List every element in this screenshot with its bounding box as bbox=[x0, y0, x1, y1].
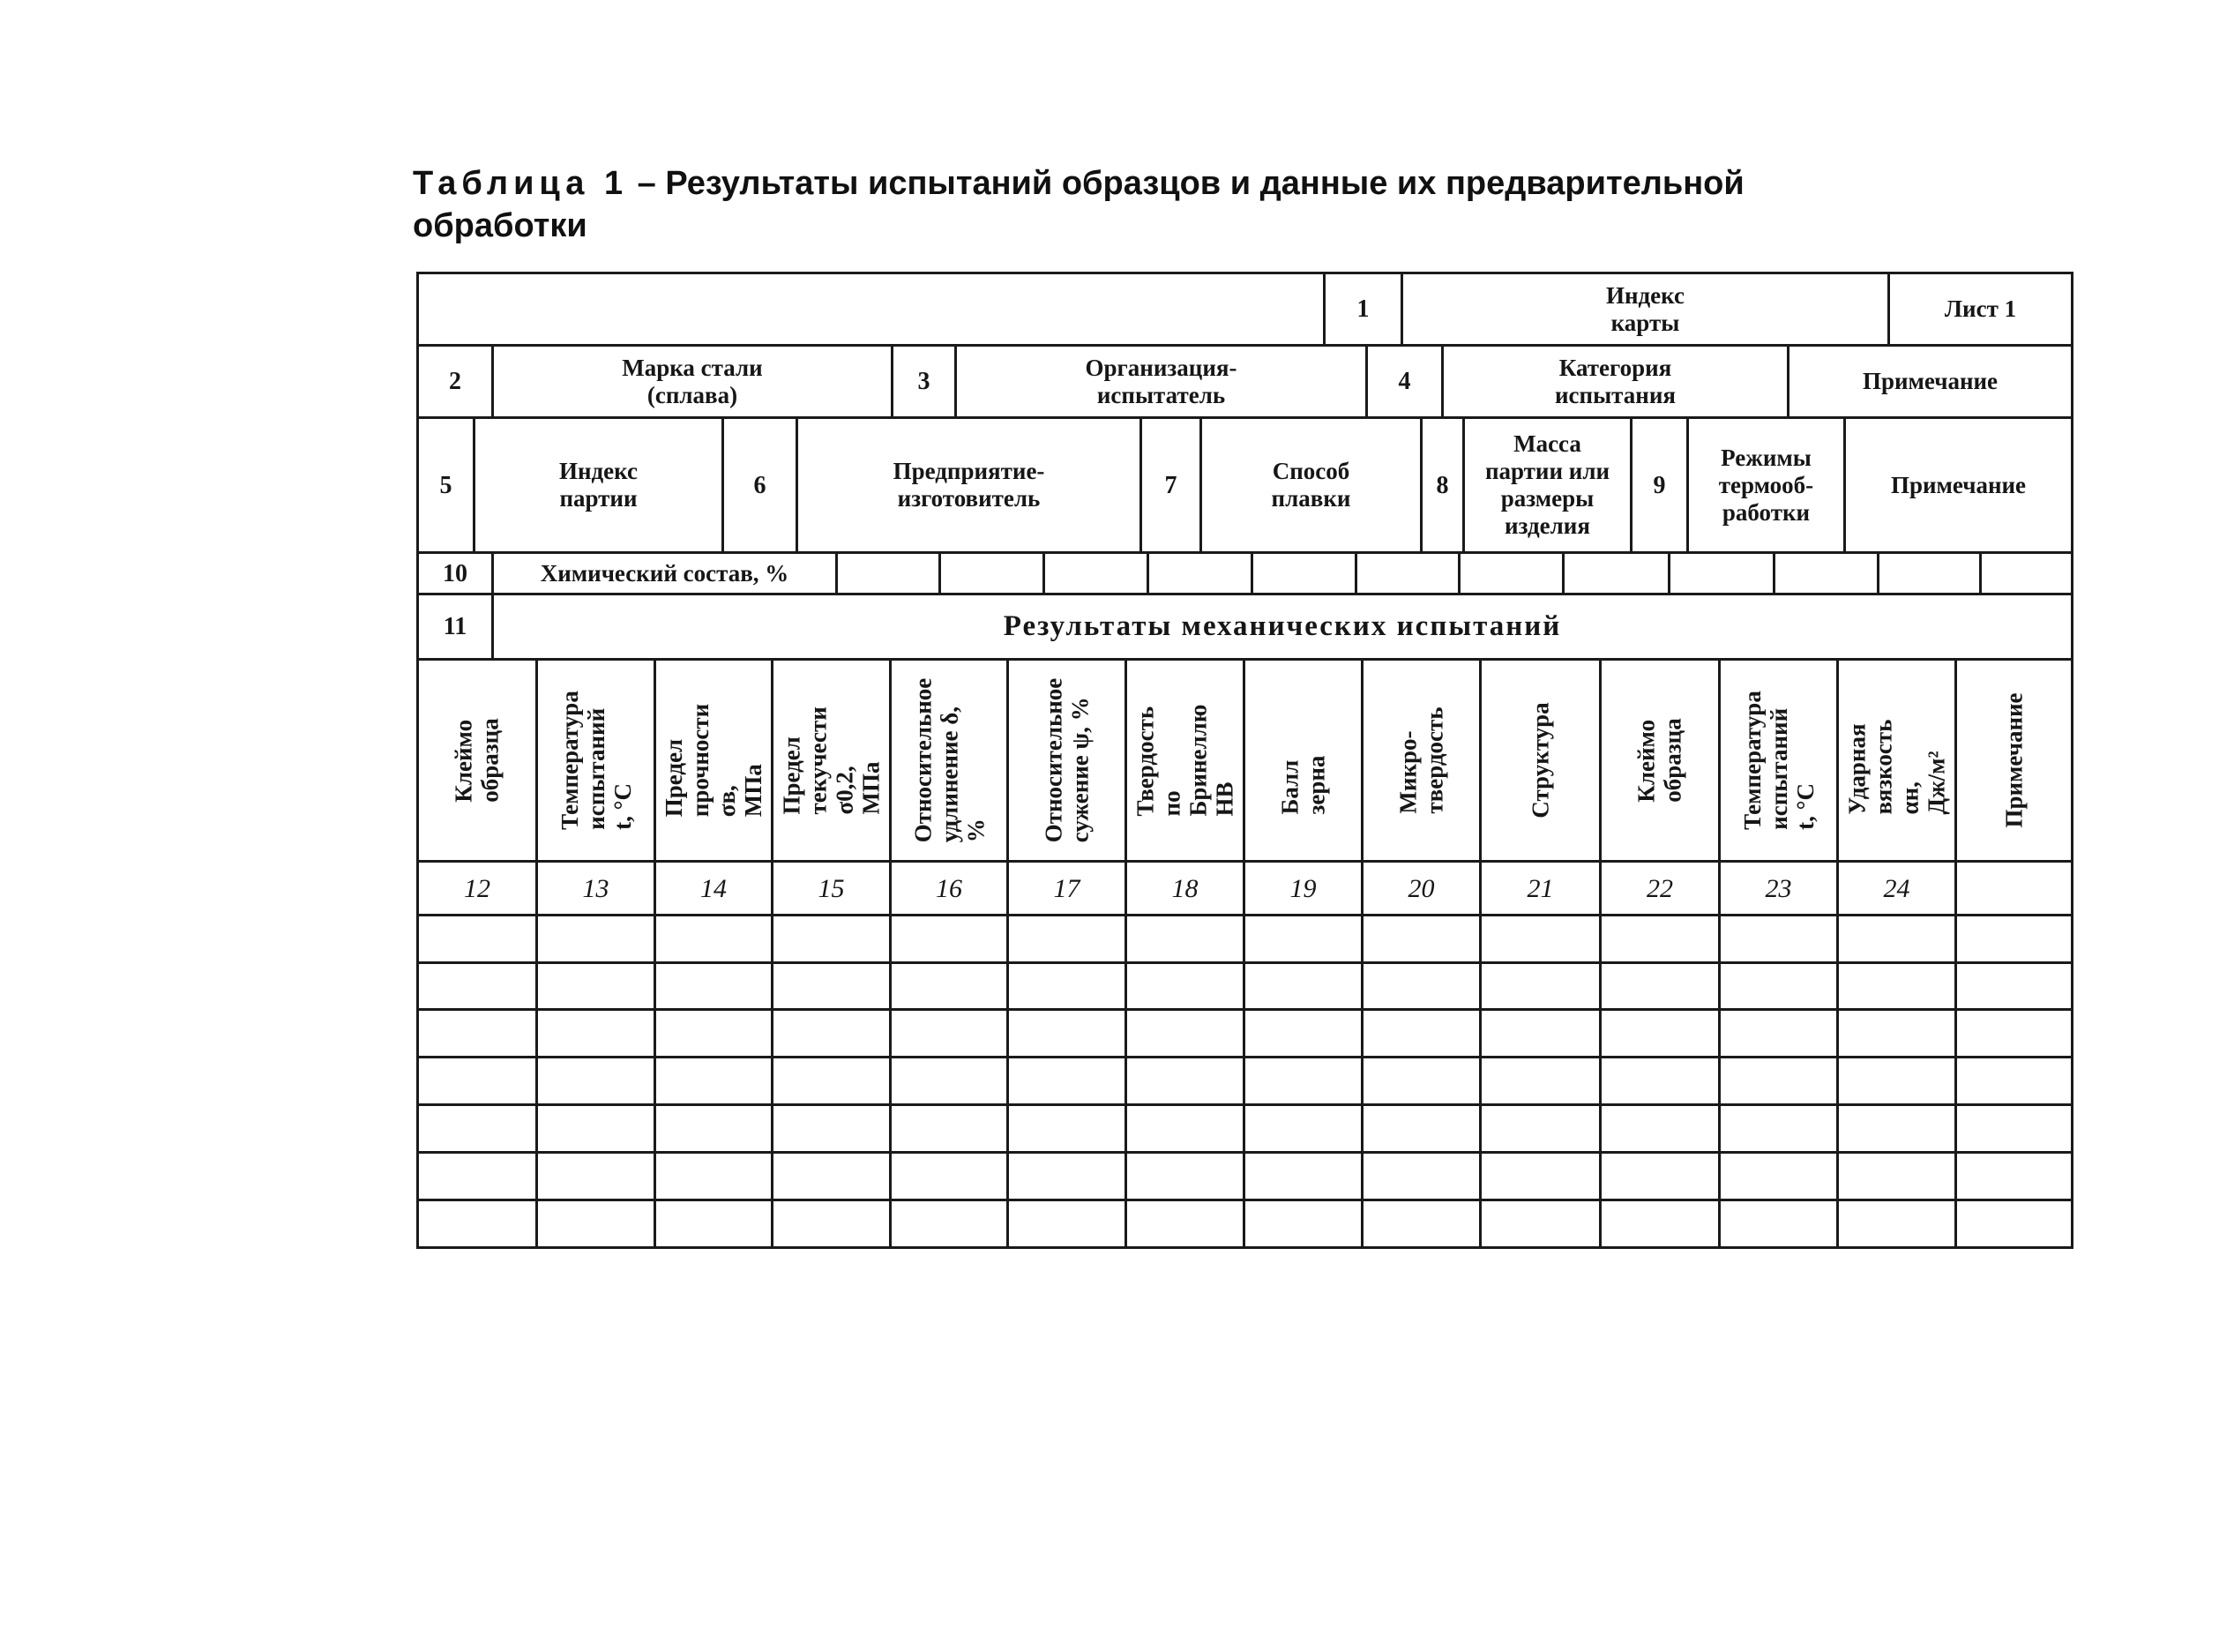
table-data-cell bbox=[1124, 1103, 1245, 1154]
column-number bbox=[654, 860, 773, 916]
field-number-8 bbox=[1420, 416, 1465, 554]
table-data-cell bbox=[1243, 961, 1364, 1011]
chem-value-cell bbox=[1773, 551, 1879, 595]
table-data-cell bbox=[1599, 961, 1721, 1011]
table-data-cell bbox=[654, 1103, 773, 1154]
table-data-cell bbox=[416, 914, 538, 964]
table-data-cell bbox=[1718, 1008, 1839, 1058]
table-data-cell bbox=[1361, 1151, 1482, 1201]
column-header-text: Предел прочности σв, МПа bbox=[661, 703, 766, 818]
column-header bbox=[771, 658, 892, 863]
table-data-cell bbox=[1599, 1199, 1721, 1249]
column-header bbox=[535, 658, 656, 863]
field-number-9-text: 9 bbox=[1653, 471, 1666, 499]
table-data-cell bbox=[1479, 1008, 1602, 1058]
table-data-cell bbox=[1718, 1151, 1839, 1201]
table-data-cell bbox=[1479, 1056, 1602, 1106]
column-header-text: Температура испытаний t, °С bbox=[556, 691, 636, 830]
column-header bbox=[1243, 658, 1364, 863]
column-header-text: Предел текучести σ0,2, МПа bbox=[778, 706, 885, 815]
column-header-text: Ударная вязкость αн, Дж/м² bbox=[1843, 719, 1950, 815]
table-data-cell bbox=[1718, 914, 1839, 964]
column-number-text: 19 bbox=[1289, 873, 1317, 903]
column-number bbox=[1954, 860, 2073, 916]
field-mechanical-results-text: Результаты механических испытаний bbox=[1003, 610, 1562, 642]
column-number bbox=[535, 860, 656, 916]
table-data-cell bbox=[1124, 1008, 1245, 1058]
table-data-cell bbox=[1479, 961, 1602, 1011]
table-data-cell bbox=[654, 1151, 773, 1201]
field-number-5 bbox=[416, 416, 475, 554]
chem-value-cell bbox=[1877, 551, 1982, 595]
field-lot-index bbox=[473, 416, 724, 554]
column-number-text: 13 bbox=[582, 873, 609, 903]
table-data-cell bbox=[1599, 1151, 1721, 1201]
field-heat-treatment bbox=[1686, 416, 1846, 554]
field-index-card bbox=[1401, 272, 1890, 347]
table-caption-label: Таблица 1 bbox=[413, 165, 629, 202]
table-data-cell bbox=[654, 1056, 773, 1106]
column-header bbox=[1006, 658, 1127, 863]
table-data-cell bbox=[1243, 1056, 1364, 1106]
table-data-cell bbox=[771, 1151, 892, 1201]
table-data-cell bbox=[1006, 914, 1127, 964]
table-data-cell bbox=[771, 961, 892, 1011]
column-header bbox=[416, 658, 538, 863]
column-header-text: Примечание bbox=[2000, 692, 2028, 828]
column-number bbox=[1361, 860, 1482, 916]
table-data-cell bbox=[1361, 1103, 1482, 1154]
field-number-3 bbox=[891, 344, 957, 419]
field-number-1-text: 1 bbox=[1356, 295, 1370, 323]
column-number bbox=[1124, 860, 1245, 916]
table-data-cell bbox=[771, 914, 892, 964]
column-header-text: Температура испытаний t, °С bbox=[1738, 691, 1819, 830]
table-data-cell bbox=[1124, 1199, 1245, 1249]
column-header bbox=[1361, 658, 1482, 863]
field-note-row2-text: Примечание bbox=[1862, 368, 1999, 394]
table-data-cell bbox=[1124, 914, 1245, 964]
table-data-cell bbox=[889, 1151, 1009, 1201]
column-header-text: Твердость по Бринеллю НВ bbox=[1132, 704, 1238, 817]
table-data-cell bbox=[1954, 1008, 2073, 1058]
table-data-cell bbox=[1954, 1103, 2073, 1154]
field-lot-index-text: Индекс партии bbox=[558, 458, 639, 512]
table-data-cell bbox=[1836, 1008, 1957, 1058]
field-number-10-text: 10 bbox=[443, 559, 467, 587]
table-data-cell bbox=[1124, 961, 1245, 1011]
table-data-cell bbox=[889, 914, 1009, 964]
field-lot-mass bbox=[1462, 416, 1633, 554]
column-header-text: Микро- твердость bbox=[1394, 706, 1448, 814]
chem-value-cell bbox=[835, 551, 941, 595]
column-header bbox=[1124, 658, 1245, 863]
column-header-text: Клеймо образца bbox=[451, 718, 504, 803]
field-manufacturer bbox=[796, 416, 1142, 554]
table-data-cell bbox=[1599, 1008, 1721, 1058]
table-data-cell bbox=[1243, 914, 1364, 964]
table-data-cell bbox=[535, 914, 656, 964]
field-heat-treatment-text: Режимы термооб- работки bbox=[1718, 444, 1814, 526]
table-data-cell bbox=[416, 1056, 538, 1106]
table-data-cell bbox=[1479, 1199, 1602, 1249]
table-data-cell bbox=[1006, 1151, 1127, 1201]
field-organization bbox=[954, 344, 1368, 419]
column-number bbox=[1243, 860, 1364, 916]
table-data-cell bbox=[1599, 914, 1721, 964]
field-number-6 bbox=[721, 416, 798, 554]
column-number bbox=[416, 860, 538, 916]
table-data-cell bbox=[1718, 1056, 1839, 1106]
column-header bbox=[1718, 658, 1839, 863]
column-number-text: 12 bbox=[464, 873, 490, 903]
column-number-text: 20 bbox=[1408, 873, 1435, 903]
column-number-text: 21 bbox=[1527, 873, 1554, 903]
table-data-cell bbox=[416, 961, 538, 1011]
table-data-cell bbox=[1599, 1103, 1721, 1154]
field-number-11 bbox=[416, 593, 494, 661]
table-data-cell bbox=[1243, 1103, 1364, 1154]
field-note-row3 bbox=[1843, 416, 2073, 554]
table-data-cell bbox=[416, 1199, 538, 1249]
table-data-cell bbox=[1243, 1199, 1364, 1249]
field-melting-method-text: Способ плавки bbox=[1271, 458, 1351, 512]
column-number bbox=[1718, 860, 1839, 916]
table-data-cell bbox=[654, 1199, 773, 1249]
table-data-cell bbox=[654, 1008, 773, 1058]
table-data-cell bbox=[1718, 961, 1839, 1011]
column-number bbox=[889, 860, 1009, 916]
field-sheet-text: Лист 1 bbox=[1944, 295, 2017, 322]
table-data-cell bbox=[1718, 1103, 1839, 1154]
column-number bbox=[771, 860, 892, 916]
table-data-cell bbox=[535, 1008, 656, 1058]
column-header-text: Клеймо образца bbox=[1633, 718, 1686, 803]
table-data-cell bbox=[1599, 1056, 1721, 1106]
field-note-row3-text: Примечание bbox=[1890, 471, 2027, 498]
chem-value-cell bbox=[1251, 551, 1357, 595]
field-number-4-text: 4 bbox=[1398, 368, 1411, 395]
table-data-cell bbox=[1954, 1151, 2073, 1201]
chem-value-cell bbox=[1979, 551, 2073, 595]
field-test-category-text: Категория испытания bbox=[1555, 354, 1676, 408]
column-number-text: 22 bbox=[1647, 873, 1673, 903]
field-number-6-text: 6 bbox=[753, 471, 766, 499]
chem-value-cell bbox=[1355, 551, 1461, 595]
field-note-row2 bbox=[1787, 344, 2073, 419]
column-header bbox=[1836, 658, 1957, 863]
chem-value-cell bbox=[1562, 551, 1670, 595]
field-number-2 bbox=[416, 344, 494, 419]
column-header bbox=[889, 658, 1009, 863]
header-blank-cell bbox=[416, 272, 1326, 347]
table-data-cell bbox=[1243, 1151, 1364, 1201]
column-header-text: Балл зерна bbox=[1276, 755, 1330, 815]
field-test-category bbox=[1441, 344, 1789, 419]
table-data-cell bbox=[1124, 1151, 1245, 1201]
table-data-cell bbox=[1479, 1151, 1602, 1201]
chem-value-cell bbox=[1042, 551, 1149, 595]
table-data-cell bbox=[1836, 961, 1957, 1011]
column-header-text: Относительное сужение ψ, % bbox=[1040, 677, 1094, 843]
table-data-cell bbox=[1954, 961, 2073, 1011]
table-data-cell bbox=[1243, 1008, 1364, 1058]
table-data-cell bbox=[1836, 1199, 1957, 1249]
column-header-text: Относительное удлинение δ, % bbox=[909, 677, 990, 843]
field-lot-mass-text: Масса партии или размеры изделия bbox=[1484, 430, 1610, 539]
table-data-cell bbox=[889, 1199, 1009, 1249]
table-data-cell bbox=[535, 1199, 656, 1249]
chem-value-cell bbox=[1668, 551, 1775, 595]
table-data-cell bbox=[1718, 1199, 1839, 1249]
field-melting-method bbox=[1199, 416, 1423, 554]
column-number-text: 16 bbox=[936, 873, 962, 903]
table-data-cell bbox=[1124, 1056, 1245, 1106]
table-data-cell bbox=[1006, 1056, 1127, 1106]
table-data-cell bbox=[1361, 1056, 1482, 1106]
table-data-cell bbox=[1836, 914, 1957, 964]
table-data-cell bbox=[1361, 1008, 1482, 1058]
table-data-cell bbox=[889, 1103, 1009, 1154]
table-data-cell bbox=[771, 1008, 892, 1058]
table-data-cell bbox=[1006, 1103, 1127, 1154]
column-number-text: 15 bbox=[818, 873, 845, 903]
column-header-text: Структура bbox=[1527, 702, 1554, 819]
table-data-cell bbox=[889, 961, 1009, 1011]
column-header bbox=[654, 658, 773, 863]
table-data-cell bbox=[535, 1103, 656, 1154]
field-number-10 bbox=[416, 551, 494, 595]
table-data-cell bbox=[1361, 914, 1482, 964]
column-number-text: 14 bbox=[700, 873, 727, 903]
field-chemical-composition bbox=[491, 551, 838, 595]
column-header bbox=[1954, 658, 2073, 863]
table-data-cell bbox=[1954, 914, 2073, 964]
column-number-text: 18 bbox=[1171, 873, 1199, 903]
table-data-cell bbox=[1836, 1103, 1957, 1154]
table-data-cell bbox=[1006, 961, 1127, 1011]
column-header bbox=[1599, 658, 1721, 863]
field-chemical-composition-text: Химический состав, % bbox=[540, 559, 789, 587]
field-number-7 bbox=[1139, 416, 1202, 554]
field-number-11-text: 11 bbox=[443, 613, 467, 640]
table-data-cell bbox=[771, 1056, 892, 1106]
table-data-cell bbox=[654, 914, 773, 964]
column-number bbox=[1006, 860, 1127, 916]
table-data-cell bbox=[1954, 1056, 2073, 1106]
column-number bbox=[1479, 860, 1602, 916]
column-number-text: 23 bbox=[1765, 873, 1792, 903]
table-data-cell bbox=[1479, 914, 1602, 964]
table-data-cell bbox=[416, 1008, 538, 1058]
field-number-8-text: 8 bbox=[1436, 471, 1449, 499]
field-steel-grade bbox=[491, 344, 893, 419]
table-data-cell bbox=[535, 961, 656, 1011]
table-data-cell bbox=[1836, 1151, 1957, 1201]
field-index-card-text: Индекс карты bbox=[1605, 281, 1685, 336]
table-caption-text-line2: обработки bbox=[413, 207, 587, 244]
table-data-cell bbox=[416, 1103, 538, 1154]
table-data-cell bbox=[1361, 961, 1482, 1011]
field-number-1 bbox=[1323, 272, 1403, 347]
field-number-5-text: 5 bbox=[439, 471, 452, 499]
table-data-cell bbox=[1836, 1056, 1957, 1106]
field-number-7-text: 7 bbox=[1164, 471, 1177, 499]
table-data-cell bbox=[535, 1056, 656, 1106]
chem-value-cell bbox=[1458, 551, 1565, 595]
table-caption-text: – Результаты испытаний образцов и данные их предварительной bbox=[628, 165, 1745, 202]
table-data-cell bbox=[535, 1151, 656, 1201]
table-data-cell bbox=[1006, 1008, 1127, 1058]
table-data-cell bbox=[416, 1151, 538, 1201]
column-number bbox=[1599, 860, 1721, 916]
chem-value-cell bbox=[938, 551, 1045, 595]
column-number bbox=[1836, 860, 1957, 916]
column-number-text: 17 bbox=[1053, 873, 1080, 903]
chem-value-cell bbox=[1147, 551, 1253, 595]
table-data-cell bbox=[1361, 1199, 1482, 1249]
table-data-cell bbox=[889, 1008, 1009, 1058]
table-data-cell bbox=[771, 1199, 892, 1249]
field-number-2-text: 2 bbox=[449, 368, 461, 395]
table-data-cell bbox=[1479, 1103, 1602, 1154]
field-steel-grade-text: Марка стали (сплава) bbox=[622, 354, 763, 408]
column-number-text: 24 bbox=[1883, 873, 1910, 903]
field-manufacturer-text: Предприятие- изготовитель bbox=[893, 458, 1045, 512]
field-organization-text: Организация- испытатель bbox=[1085, 354, 1237, 408]
table-data-cell bbox=[1954, 1199, 2073, 1249]
column-header bbox=[1479, 658, 1602, 863]
table-data-cell bbox=[1006, 1199, 1127, 1249]
field-number-3-text: 3 bbox=[917, 368, 930, 395]
table-data-cell bbox=[654, 961, 773, 1011]
table-data-cell bbox=[889, 1056, 1009, 1106]
field-number-9 bbox=[1630, 416, 1689, 554]
field-mechanical-results bbox=[491, 593, 2073, 661]
field-number-4 bbox=[1365, 344, 1444, 419]
field-sheet bbox=[1887, 272, 2073, 347]
table-data-cell bbox=[771, 1103, 892, 1154]
